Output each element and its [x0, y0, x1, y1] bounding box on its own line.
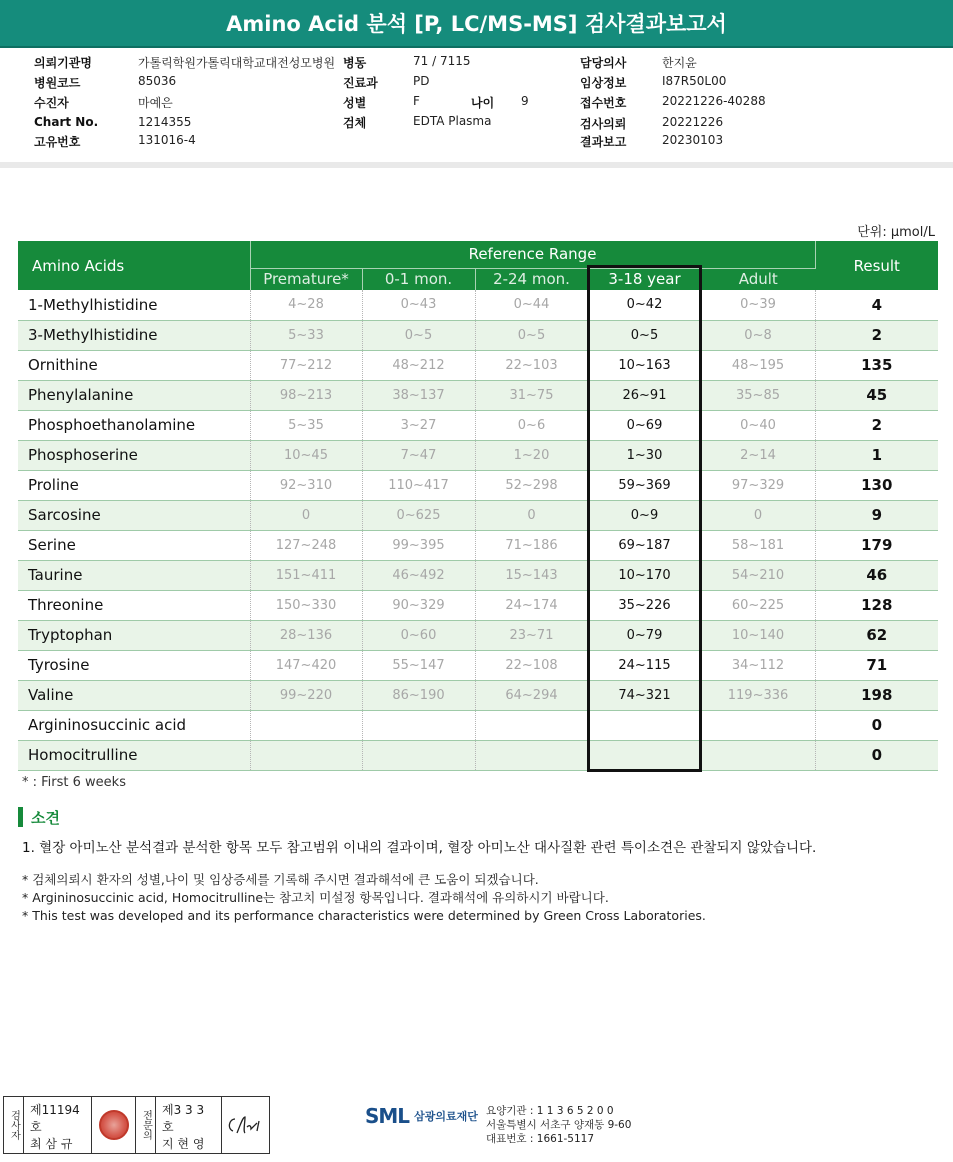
- ref-3-18-year: 35~226: [588, 590, 701, 620]
- result-value: 135: [815, 350, 938, 380]
- result-value: 2: [815, 410, 938, 440]
- info-value: I87R50L00: [662, 74, 727, 88]
- signature-box: [3, 1096, 270, 1154]
- tester-name: 최 삼 규: [30, 1137, 73, 1151]
- ref-2-24-mon: 22~103: [475, 350, 588, 380]
- ref-0-1-mon: 110~417: [362, 470, 475, 500]
- amino-acid-name: Phosphoserine: [18, 440, 250, 470]
- ref-adult: 0~39: [701, 290, 815, 320]
- note-line: * This test was developed and its performance characteristics were determined by Green Cross Laboratories.: [22, 908, 706, 923]
- tester-license: 제11194호: [30, 1103, 80, 1134]
- ref-2-24-mon: 71~186: [475, 530, 588, 560]
- result-value: 130: [815, 470, 938, 500]
- specialist-block: [156, 1097, 222, 1153]
- amino-acid-name: Sarcosine: [18, 500, 250, 530]
- ref-premature: 150~330: [250, 590, 362, 620]
- ref-0-1-mon: 38~137: [362, 380, 475, 410]
- ref-3-18-year: [588, 710, 701, 740]
- table-row: [18, 560, 938, 590]
- ref-2-24-mon: 22~108: [475, 650, 588, 680]
- header-2-24-mon: 2-24 mon.: [475, 268, 588, 290]
- opinion-heading-text: 소견: [31, 808, 60, 827]
- ref-2-24-mon: [475, 740, 588, 770]
- signer-label-tester: [4, 1097, 24, 1153]
- section-divider: [0, 162, 953, 168]
- ref-2-24-mon: 0~44: [475, 290, 588, 320]
- info-value: PD: [413, 74, 430, 88]
- amino-acid-name: 1-Methylhistidine: [18, 290, 250, 320]
- ref-premature: 92~310: [250, 470, 362, 500]
- table-row: [18, 590, 938, 620]
- ref-0-1-mon: 0~43: [362, 290, 475, 320]
- ref-premature: 5~33: [250, 320, 362, 350]
- heading-bar: [18, 807, 23, 827]
- ref-adult: 0~8: [701, 320, 815, 350]
- info-label: 담당의사: [580, 56, 627, 70]
- opinion-text: 1. 혈장 아미노산 분석결과 분석한 항목 모두 참고범위 이내의 결과이며, 혈장 아미노산 대사질환 관련 특이소견은 관찰되지 않았습니다.: [22, 840, 817, 856]
- ref-2-24-mon: 52~298: [475, 470, 588, 500]
- table-row: [18, 530, 938, 560]
- ref-2-24-mon: 64~294: [475, 680, 588, 710]
- ref-adult: 0: [701, 500, 815, 530]
- ref-3-18-year: [588, 740, 701, 770]
- ref-3-18-year: 0~9: [588, 500, 701, 530]
- ref-premature: 28~136: [250, 620, 362, 650]
- ref-3-18-year: 74~321: [588, 680, 701, 710]
- info-label: 검사의뢰: [580, 117, 627, 131]
- ref-premature: 77~212: [250, 350, 362, 380]
- header-amino-acids: Amino Acids: [18, 241, 250, 290]
- ref-3-18-year: 69~187: [588, 530, 701, 560]
- ref-3-18-year: 0~5: [588, 320, 701, 350]
- info-value: 가톨릭학원가톨릭대학교대전성모병원: [138, 56, 336, 70]
- sml-logo-text: SML: [365, 1104, 410, 1128]
- ref-0-1-mon: 90~329: [362, 590, 475, 620]
- amino-acid-name: Tryptophan: [18, 620, 250, 650]
- ref-premature: 5~35: [250, 410, 362, 440]
- info-value: 20230103: [662, 133, 724, 147]
- info-value: 71 / 7115: [413, 54, 471, 68]
- result-value: 4: [815, 290, 938, 320]
- info-label: 결과보고: [580, 135, 627, 149]
- ref-0-1-mon: 3~27: [362, 410, 475, 440]
- handwritten-signature-icon: [223, 1113, 267, 1137]
- table-row: [18, 650, 938, 680]
- ref-3-18-year: 26~91: [588, 380, 701, 410]
- info-value: EDTA Plasma: [413, 114, 492, 128]
- table-row: [18, 470, 938, 500]
- specialist-license: 제3 3 3 호: [162, 1103, 205, 1134]
- amino-acid-name: Proline: [18, 470, 250, 500]
- ref-premature: 127~248: [250, 530, 362, 560]
- table-row: [18, 440, 938, 470]
- ref-3-18-year: 10~163: [588, 350, 701, 380]
- ref-3-18-year: 10~170: [588, 560, 701, 590]
- table-row: [18, 380, 938, 410]
- info-value: 20221226: [662, 115, 724, 129]
- info-label: 성별: [343, 96, 367, 110]
- ref-premature: 0: [250, 500, 362, 530]
- ref-2-24-mon: 0~6: [475, 410, 588, 440]
- amino-acid-name: Ornithine: [18, 350, 250, 380]
- info-label: Chart No.: [34, 115, 99, 129]
- result-value: 128: [815, 590, 938, 620]
- ref-adult: 119~336: [701, 680, 815, 710]
- header-3-18-year: 3-18 year: [588, 268, 701, 290]
- result-value: 1: [815, 440, 938, 470]
- ref-2-24-mon: 1~20: [475, 440, 588, 470]
- info-value: 마예은: [138, 96, 173, 110]
- ref-2-24-mon: 15~143: [475, 560, 588, 590]
- ref-premature: 4~28: [250, 290, 362, 320]
- table-row: [18, 740, 938, 770]
- info-label: 수진자: [34, 96, 69, 110]
- seal-block: [92, 1097, 136, 1153]
- note-line: * Argininosuccinic acid, Homocitrulline는 참고치 미설정 항목입니다. 결과해석에 유의하시기 바랍니다.: [22, 890, 609, 905]
- ref-adult: 2~14: [701, 440, 815, 470]
- lab-info: [486, 1104, 631, 1146]
- ref-0-1-mon: 0~625: [362, 500, 475, 530]
- ref-adult: 0~40: [701, 410, 815, 440]
- ref-2-24-mon: 31~75: [475, 380, 588, 410]
- table-row: [18, 350, 938, 380]
- ref-2-24-mon: 23~71: [475, 620, 588, 650]
- header-adult: Adult: [701, 268, 815, 290]
- ref-2-24-mon: 0~5: [475, 320, 588, 350]
- info-label: 임상정보: [580, 76, 627, 90]
- ref-adult: 54~210: [701, 560, 815, 590]
- info-label: 고유번호: [34, 135, 81, 149]
- info-label: 나이: [471, 96, 495, 110]
- ref-3-18-year: 24~115: [588, 650, 701, 680]
- table-row: [18, 320, 938, 350]
- amino-acid-table: [18, 241, 938, 771]
- amino-acid-name: Taurine: [18, 560, 250, 590]
- table-row: [18, 290, 938, 320]
- info-value: 85036: [138, 74, 177, 88]
- ref-3-18-year: 0~79: [588, 620, 701, 650]
- ref-premature: [250, 710, 362, 740]
- ref-premature: [250, 740, 362, 770]
- info-value: 1214355: [138, 115, 192, 129]
- ref-3-18-year: 0~69: [588, 410, 701, 440]
- signer-label-specialist: [136, 1097, 156, 1153]
- result-value: 46: [815, 560, 938, 590]
- ref-0-1-mon: 0~5: [362, 320, 475, 350]
- ref-0-1-mon: 7~47: [362, 440, 475, 470]
- label-char: 검사자: [8, 1110, 20, 1140]
- table-footnote: * : First 6 weeks: [22, 775, 126, 790]
- info-label: 의뢰기관명: [34, 56, 92, 70]
- ref-adult: [701, 710, 815, 740]
- result-value: 0: [815, 710, 938, 740]
- ref-0-1-mon: 46~492: [362, 560, 475, 590]
- amino-acid-name: Phosphoethanolamine: [18, 410, 250, 440]
- ref-2-24-mon: 24~174: [475, 590, 588, 620]
- result-value: 198: [815, 680, 938, 710]
- ref-adult: 35~85: [701, 380, 815, 410]
- ref-premature: 99~220: [250, 680, 362, 710]
- ref-adult: 48~195: [701, 350, 815, 380]
- info-label: 병동: [343, 56, 367, 70]
- result-value: 71: [815, 650, 938, 680]
- amino-acid-name: Phenylalanine: [18, 380, 250, 410]
- unit-label: 단위: μmol/L: [857, 225, 935, 240]
- ref-0-1-mon: 99~395: [362, 530, 475, 560]
- info-value: 한지윤: [662, 56, 697, 70]
- ref-0-1-mon: [362, 710, 475, 740]
- ref-adult: 97~329: [701, 470, 815, 500]
- ref-adult: 10~140: [701, 620, 815, 650]
- info-label: 병원코드: [34, 76, 81, 90]
- ref-2-24-mon: 0: [475, 500, 588, 530]
- table-row: [18, 680, 938, 710]
- ref-adult: 34~112: [701, 650, 815, 680]
- info-label: 진료과: [343, 76, 378, 90]
- opinion-heading: [18, 806, 60, 828]
- header-reference-range: Reference Range: [250, 241, 815, 268]
- ref-premature: 147~420: [250, 650, 362, 680]
- ref-adult: 58~181: [701, 530, 815, 560]
- lab-code: 요양기관 : 1 1 3 6 5 2 0 0: [486, 1105, 614, 1117]
- amino-acid-name: Tyrosine: [18, 650, 250, 680]
- ref-premature: 151~411: [250, 560, 362, 590]
- table-row: [18, 620, 938, 650]
- header-0-1-mon: 0-1 mon.: [362, 268, 475, 290]
- header-result: Result: [815, 241, 938, 290]
- info-value: 131016-4: [138, 133, 196, 147]
- seal-stamp-icon: [99, 1110, 129, 1140]
- ref-0-1-mon: 0~60: [362, 620, 475, 650]
- ref-0-1-mon: 55~147: [362, 650, 475, 680]
- table-row: [18, 710, 938, 740]
- ref-2-24-mon: [475, 710, 588, 740]
- result-value: 9: [815, 500, 938, 530]
- notes: [22, 871, 706, 925]
- lab-name: 삼광의료재단: [414, 1110, 478, 1123]
- tester-block: [24, 1097, 92, 1153]
- result-value: 2: [815, 320, 938, 350]
- lab-logo: [365, 1104, 478, 1128]
- ref-0-1-mon: 48~212: [362, 350, 475, 380]
- amino-acid-name: Argininosuccinic acid: [18, 710, 250, 740]
- amino-acid-name: Threonine: [18, 590, 250, 620]
- lab-phone: 대표번호 : 1661-5117: [486, 1133, 595, 1145]
- info-value: F: [413, 94, 420, 108]
- ref-0-1-mon: [362, 740, 475, 770]
- result-value: 179: [815, 530, 938, 560]
- note-line: * 검체의뢰시 환자의 성별,나이 및 임상증세를 기록해 주시면 결과해석에 큰 도움이 되겠습니다.: [22, 872, 539, 887]
- report-title: Amino Acid 분석 [P, LC/MS-MS] 검사결과보고서: [0, 0, 953, 48]
- ref-3-18-year: 1~30: [588, 440, 701, 470]
- ref-adult: [701, 740, 815, 770]
- lab-address: 서울특별시 서초구 양재동 9-60: [486, 1119, 632, 1131]
- amino-acid-name: Valine: [18, 680, 250, 710]
- info-label: 검체: [343, 116, 367, 130]
- info-value: 9: [521, 94, 529, 108]
- ref-premature: 10~45: [250, 440, 362, 470]
- signature-block: [222, 1097, 268, 1153]
- label-char: 전문의: [140, 1110, 152, 1140]
- ref-premature: 98~213: [250, 380, 362, 410]
- header-premature: Premature*: [250, 268, 362, 290]
- result-value: 45: [815, 380, 938, 410]
- table-row: [18, 410, 938, 440]
- amino-acid-name: 3-Methylhistidine: [18, 320, 250, 350]
- amino-acid-name: Homocitrulline: [18, 740, 250, 770]
- patient-info: [34, 54, 934, 154]
- info-value: 20221226-40288: [662, 94, 766, 108]
- result-value: 62: [815, 620, 938, 650]
- result-value: 0: [815, 740, 938, 770]
- amino-acid-name: Serine: [18, 530, 250, 560]
- ref-0-1-mon: 86~190: [362, 680, 475, 710]
- ref-3-18-year: 59~369: [588, 470, 701, 500]
- specialist-name: 지 현 영: [162, 1137, 205, 1151]
- table-row: [18, 500, 938, 530]
- ref-3-18-year: 0~42: [588, 290, 701, 320]
- ref-adult: 60~225: [701, 590, 815, 620]
- info-label: 접수번호: [580, 96, 627, 110]
